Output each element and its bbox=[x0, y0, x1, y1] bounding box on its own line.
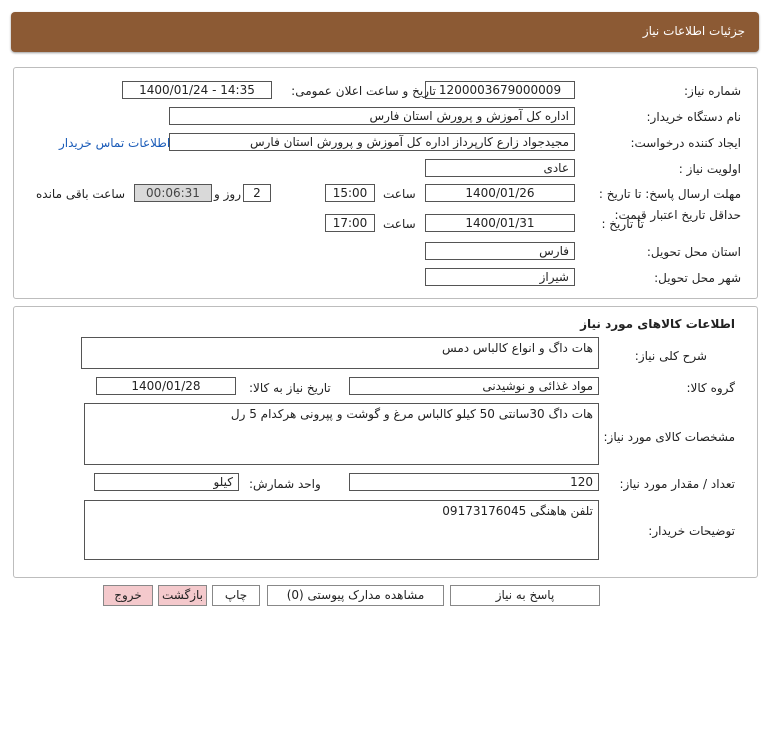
unit-field: کیلو bbox=[94, 473, 239, 491]
deadline-label: مهلت ارسال پاسخ: تا تاریخ : bbox=[598, 187, 741, 201]
buyer-contact-link[interactable]: اطلاعات تماس خریدار bbox=[59, 136, 171, 150]
price-validity-label: حداقل تاریخ اعتبار قیمت: bbox=[614, 208, 741, 222]
province-field: فارس bbox=[425, 242, 575, 260]
goods-section-title: اطلاعات کالاهای مورد نیاز bbox=[580, 317, 735, 331]
need-date-label: تاریخ نیاز به کالا: bbox=[249, 381, 331, 395]
back-button[interactable]: بازگشت bbox=[158, 585, 207, 606]
requester-label: ایجاد کننده درخواست: bbox=[630, 136, 741, 150]
attachments-button[interactable]: مشاهده مدارک پیوستی (0) bbox=[267, 585, 444, 606]
group-field: مواد غذائی و نوشیدنی bbox=[349, 377, 599, 395]
need-date-field: 1400/01/28 bbox=[96, 377, 236, 395]
qty-field: 120 bbox=[349, 473, 599, 491]
province-label: استان محل تحویل: bbox=[646, 245, 741, 259]
respond-button[interactable]: پاسخ به نیاز bbox=[450, 585, 600, 606]
validity-until-label: تا تاریخ : bbox=[601, 217, 644, 231]
specs-field: هات داگ 30سانتی 50 کیلو کالباس مرغ و گوشت و پپرونی هرکدام 5 رل bbox=[84, 403, 599, 465]
validity-time-label: ساعت bbox=[383, 217, 416, 231]
days-label: روز و bbox=[214, 187, 241, 201]
remaining-time-field: 00:06:31 bbox=[134, 184, 212, 202]
print-button[interactable]: چاپ bbox=[212, 585, 260, 606]
deadline-time-field: 15:00 bbox=[325, 184, 375, 202]
buyer-notes-field: تلفن هاهنگی 09173176045 bbox=[84, 500, 599, 560]
deadline-time-label: ساعت bbox=[383, 187, 416, 201]
exit-button[interactable]: خروج bbox=[103, 585, 153, 606]
days-field: 2 bbox=[243, 184, 271, 202]
page-title: جزئیات اطلاعات نیاز bbox=[642, 24, 745, 38]
goods-panel bbox=[13, 306, 758, 578]
summary-label: شرح کلی نیاز: bbox=[634, 349, 707, 363]
deadline-date-field: 1400/01/26 bbox=[425, 184, 575, 202]
city-field: شیراز bbox=[425, 268, 575, 286]
qty-label: تعداد / مقدار مورد نیاز: bbox=[619, 477, 735, 491]
need-number-field: 1200003679000009 bbox=[425, 81, 575, 99]
validity-date-field: 1400/01/31 bbox=[425, 214, 575, 232]
buyer-org-field: اداره کل آموزش و پرورش استان فارس bbox=[169, 107, 575, 125]
city-label: شهر محل تحویل: bbox=[654, 271, 741, 285]
group-label: گروه کالا: bbox=[686, 381, 735, 395]
requester-field: مجیدجواد زارع کارپرداز اداره کل آموزش و پرورش استان فارس bbox=[169, 133, 575, 151]
priority-label: اولویت نیاز : bbox=[678, 162, 741, 176]
buyer-notes-label: توضیحات خریدار: bbox=[648, 524, 735, 538]
summary-field: هات داگ و انواع کالباس دمس bbox=[81, 337, 599, 369]
page-header bbox=[11, 12, 759, 52]
announce-label: تاریخ و ساعت اعلان عمومی: bbox=[291, 84, 436, 98]
buyer-org-label: نام دستگاه خریدار: bbox=[646, 110, 741, 124]
need-number-label: شماره نیاز: bbox=[684, 84, 741, 98]
unit-label: واحد شمارش: bbox=[249, 477, 321, 491]
need-info-panel bbox=[13, 67, 758, 299]
validity-time-field: 17:00 bbox=[325, 214, 375, 232]
priority-field: عادی bbox=[425, 159, 575, 177]
announce-field: 1400/01/24 - 14:35 bbox=[122, 81, 272, 99]
remaining-label: ساعت باقی مانده bbox=[36, 187, 126, 201]
specs-label: مشخصات کالای مورد نیاز: bbox=[603, 430, 735, 444]
